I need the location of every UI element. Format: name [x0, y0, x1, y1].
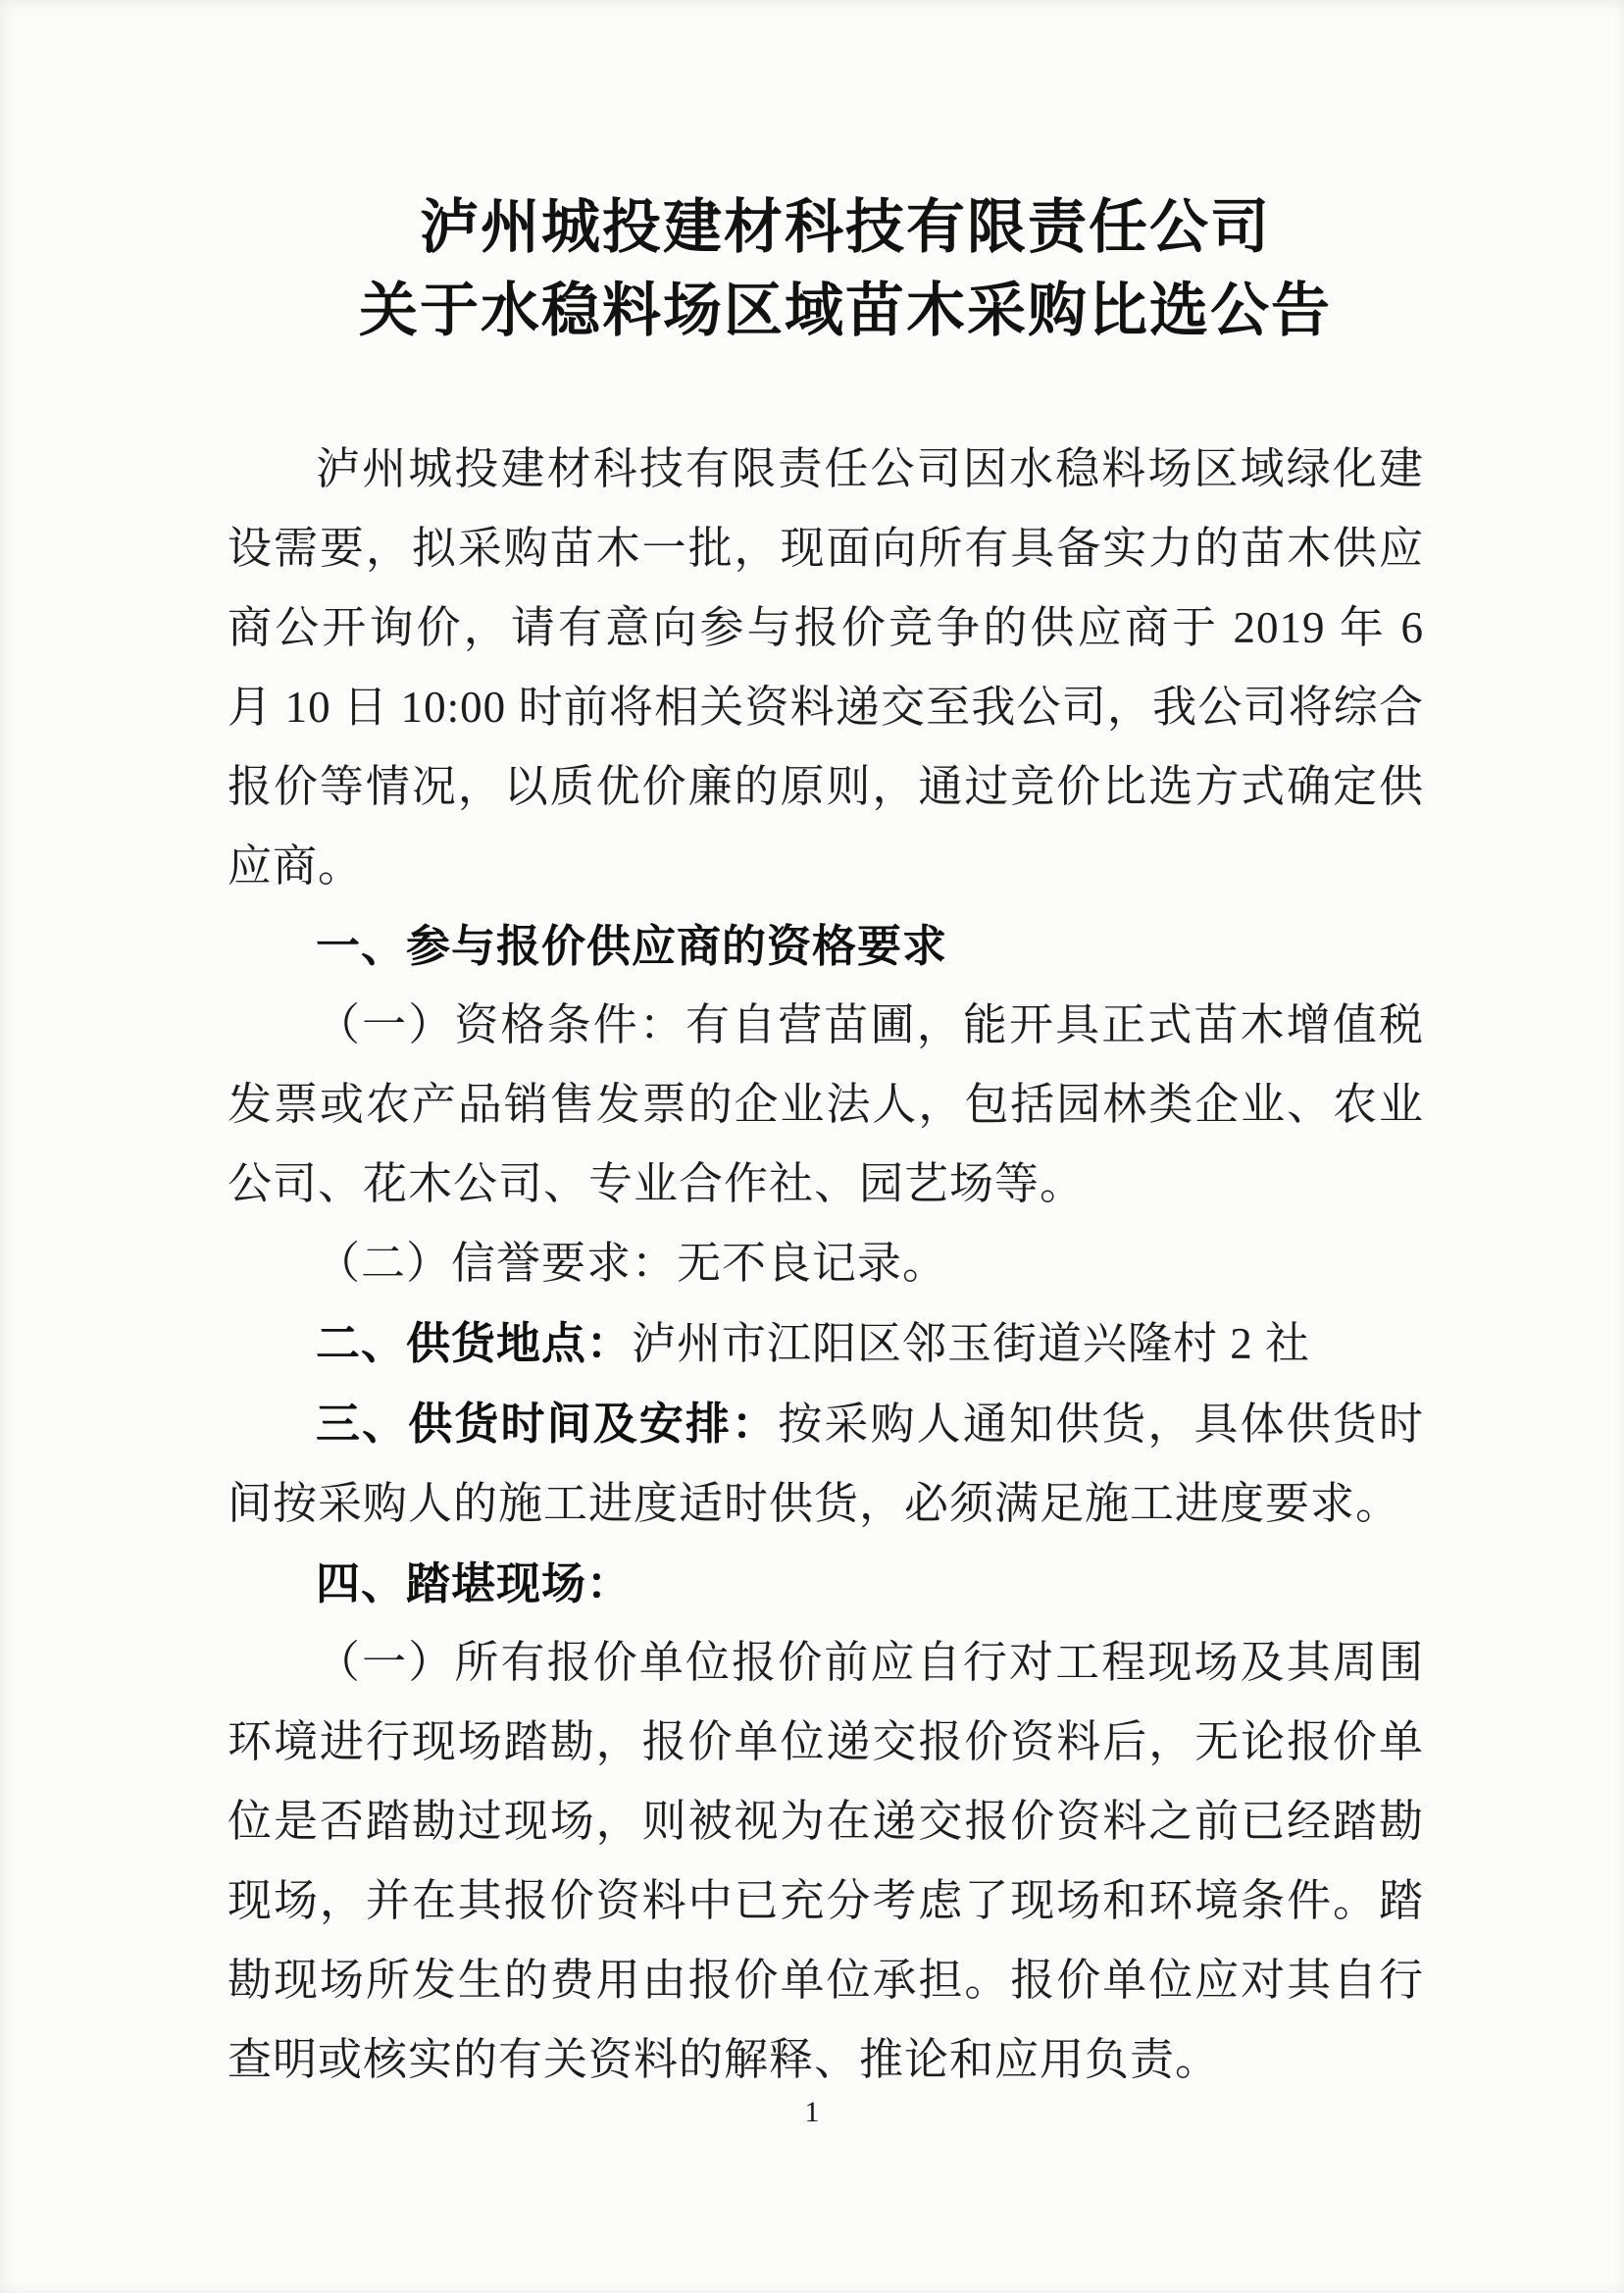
- section-4-heading: 四、踏堪现场：: [316, 1558, 633, 1608]
- intro-paragraph: 泸州城投建材科技有限责任公司因水稳料场区域绿化建设需要，拟采购苗木一批，现面向所有具备实力的苗木供应商公开询价，请有意向参与报价竞争的供应商于 2019 年 6 月 10 日 10:00 时前将相关资料递交至我公司，我公司将综合报价等情况，以质优价廉的原则，通过竞价比选方式确定供应商。: [228, 444, 1424, 891]
- section-2-text: 泸州市江阳区邻玉街道兴隆村 2 社: [632, 1319, 1311, 1368]
- section-4-item-1: （一）所有报价单位报价前应自行对工程现场及其周围环境进行现场踏勘，报价单位递交报价资料后，无论报价单位是否踏勘过现场，则被视为在递交报价资料之前已经踏勘现场，并在其报价资料中已充分考虑了现场和环境条件。踏勘现场所发生的费用由报价单位承担。报价单位应对其自行查明或核实的有关资料的解释、推论和应用负责。: [228, 1638, 1424, 2084]
- section-2-label: 二、供货地点：: [316, 1318, 633, 1368]
- section-1-heading: 一、参与报价供应商的资格要求: [316, 921, 948, 971]
- title-line-1: 泸州城投建材科技有限责任公司: [420, 195, 1271, 260]
- title-line-2: 关于水稳料场区域苗木采购比选公告: [359, 279, 1332, 343]
- section-1-item-1: （一）资格条件：有自营苗圃，能开具正式苗木增值税发票或农产品销售发票的企业法人，包括园林类企业、农业公司、花木公司、专业合作社、园艺场等。: [228, 1000, 1424, 1208]
- section-3-label: 三、供货时间及安排：: [316, 1399, 779, 1449]
- document-title: [33, 186, 1624, 353]
- document-body: [228, 430, 1424, 2100]
- section-3-line: [228, 1384, 1424, 1544]
- page-number: 1: [804, 2096, 820, 2128]
- section-2-line: [228, 1303, 1424, 1384]
- section-1-item-2: （二）信誉要求：无不良记录。: [316, 1239, 948, 1288]
- section-3-text: 按采购人通知供货，具体供货时间按采购人的施工进度适时供货，必须满足施工进度要求。: [228, 1400, 1424, 1528]
